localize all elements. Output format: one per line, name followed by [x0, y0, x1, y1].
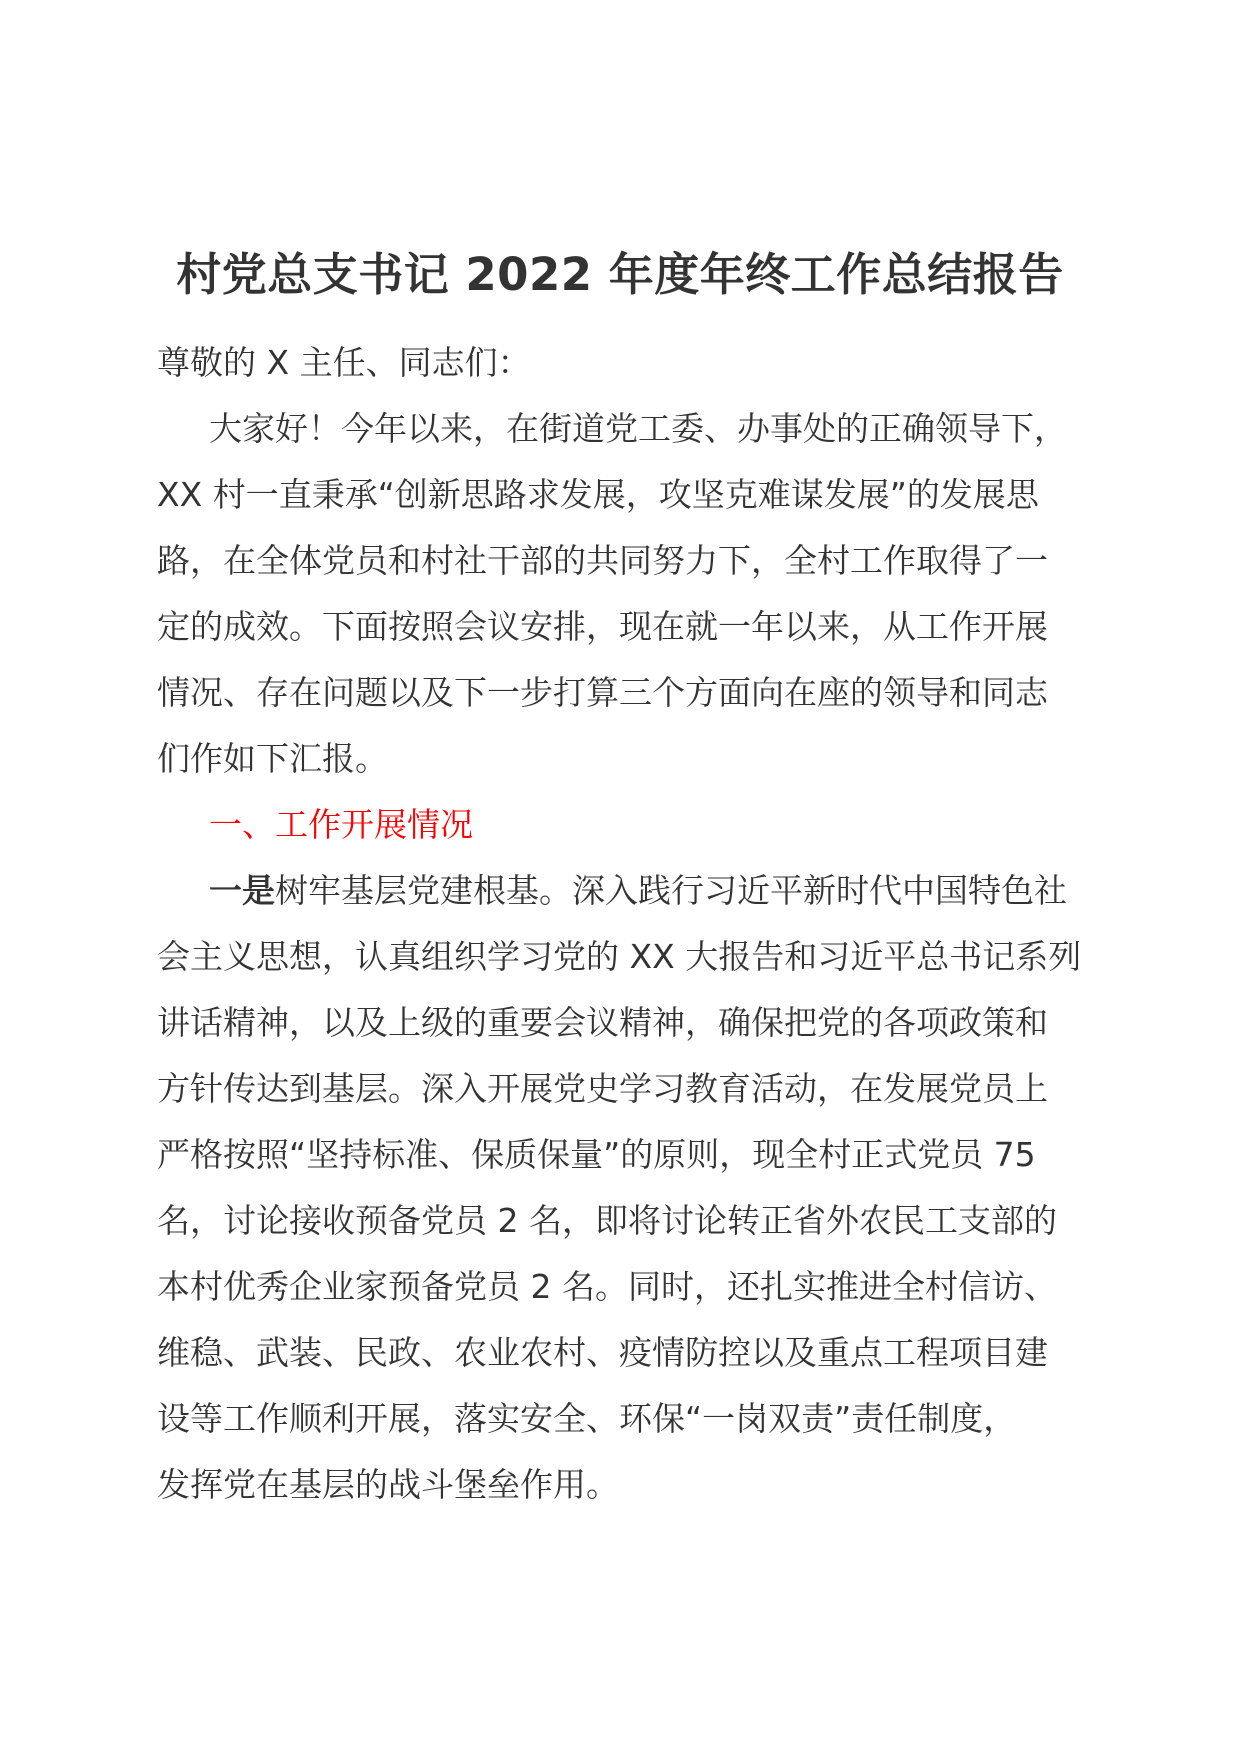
item1-line: 讲话精神，以及上级的重要会议精神，确保把党的各项政策和	[157, 1003, 1048, 1042]
item1-line: 严格按照“坚持标准、保质保量”的原则，现全村正式党员 75	[157, 1135, 1036, 1174]
item1-line: 设等工作顺利开展，落实安全、环保“一岗双责”责任制度，	[157, 1399, 1017, 1438]
document-title: 村党总支书记 2022 年度年终工作总结报告	[176, 248, 1064, 301]
item1-line: 发挥党在基层的战斗堡垒作用。	[157, 1465, 619, 1504]
document-body	[157, 330, 1089, 1518]
item1-first-line-text: 树牢基层党建根基。深入践行习近平新时代中国特色社	[275, 871, 1067, 910]
intro-line: 路，在全体党员和村社干部的共同努力下，全村工作取得了一	[157, 541, 1048, 580]
item1-line: 维稳、武装、民政、农业农村、疫情防控以及重点工程项目建	[157, 1333, 1048, 1372]
item1-line: 本村优秀企业家预备党员 2 名。同时，还扎实推进全村信访、	[157, 1267, 1057, 1306]
item1-line: 会主义思想，认真组织学习党的 XX 大报告和习近平总书记系列	[157, 937, 1082, 976]
salutation: 尊敬的 X 主任、同志们：	[157, 343, 531, 382]
intro-line: XX 村一直秉承“创新思路求发展，攻坚克难谋发展”的发展思	[157, 475, 1039, 514]
item1-line: 方针传达到基层。深入开展党史学习教育活动，在发展党员上	[157, 1069, 1048, 1108]
intro-line: 们作如下汇报。	[157, 739, 388, 778]
item1-first-line	[157, 858, 1089, 924]
intro-line: 大家好！今年以来，在街道党工委、办事处的正确领导下，	[209, 409, 1067, 448]
item1-lead: 一是	[209, 871, 275, 910]
item1-line: 名，讨论接收预备党员 2 名，即将讨论转正省外农民工支部的	[157, 1201, 1057, 1240]
intro-line: 情况、存在问题以及下一步打算三个方面向在座的领导和同志	[157, 673, 1048, 712]
intro-line: 定的成效。下面按照会议安排，现在就一年以来，从工作开展	[157, 607, 1048, 646]
section-heading: 一、工作开展情况	[209, 805, 473, 844]
